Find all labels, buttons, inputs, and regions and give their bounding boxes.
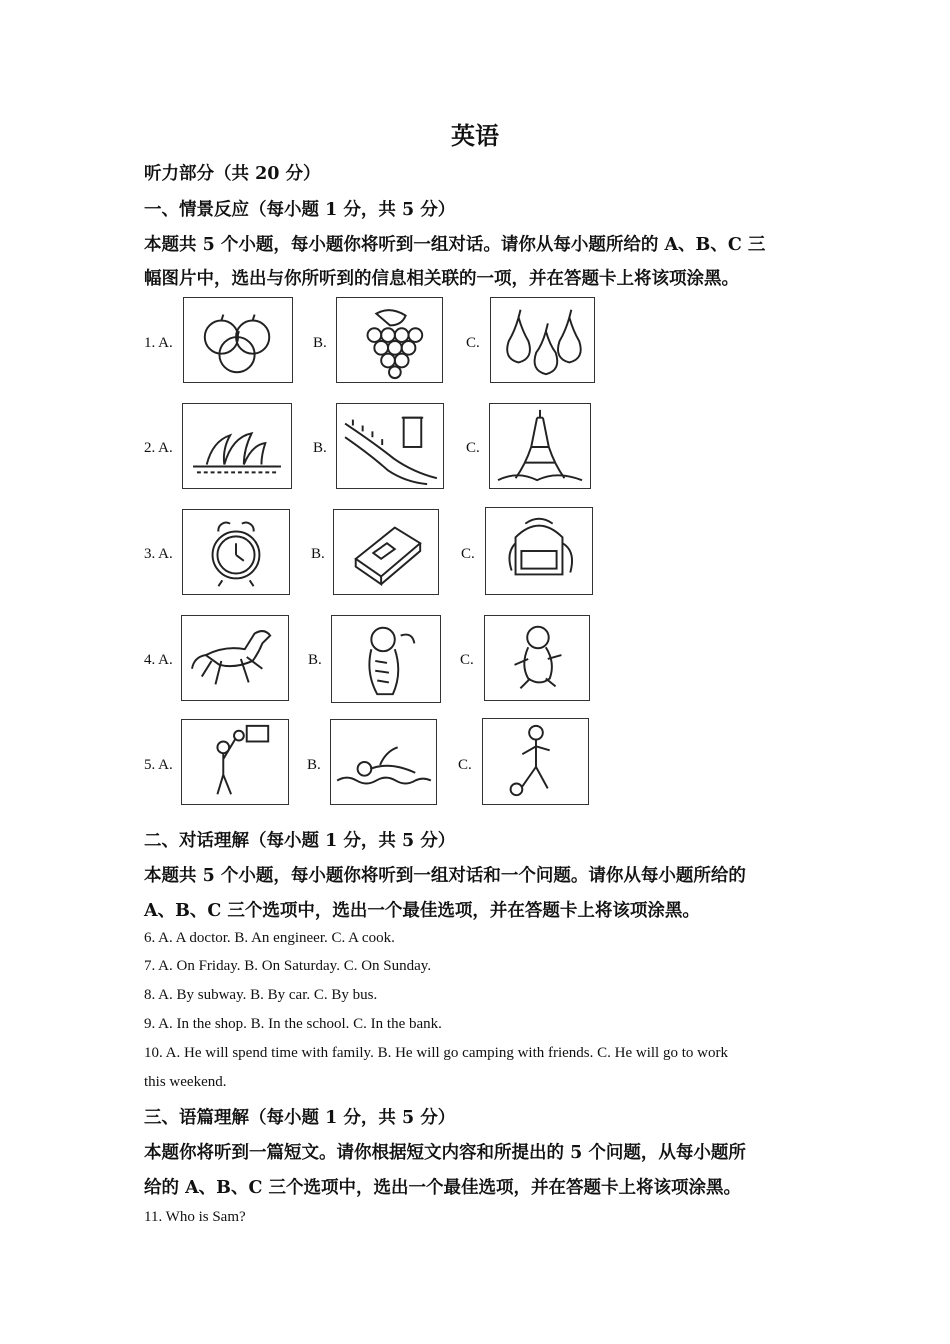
option-label: C. <box>461 546 475 562</box>
great-wall-icon[interactable] <box>336 403 444 489</box>
section2-instruction: A、B、C 三个选项中，选出一个最佳选项，并在答题卡上将该项涂黑。 <box>144 901 700 921</box>
alarm-clock-icon[interactable] <box>182 509 290 595</box>
option-label: B. <box>313 335 327 351</box>
question-10: 10. A. He will spend time with family. B. He will go camping with friends. C. He will go to work <box>144 1045 728 1061</box>
option-label: B. <box>308 652 322 668</box>
option-label: C. <box>458 757 472 773</box>
option-label: C. <box>466 440 480 456</box>
question-8: 8. A. By subway. B. By car. C. By bus. <box>144 987 378 1003</box>
section3-instruction: 本题你将听到一篇短文。请你根据短文内容和所提出的 5 个问题，从每小题所 <box>144 1143 746 1163</box>
question-label: 1. A. <box>144 335 173 351</box>
question-label: 5. A. <box>144 757 173 773</box>
question-label: 4. A. <box>144 652 173 668</box>
option-label: C. <box>466 335 480 351</box>
tiger-icon[interactable] <box>331 615 441 703</box>
question-label: 3. A. <box>144 546 173 562</box>
listening-header: 听力部分（共 20 分） <box>144 164 321 184</box>
option-label: B. <box>311 546 325 562</box>
question-9: 9. A. In the shop. B. In the school. C. In the bank. <box>144 1016 442 1032</box>
option-label: B. <box>313 440 327 456</box>
book-icon[interactable] <box>333 509 439 595</box>
section1-instruction: 幅图片中，选出与你所听到的信息相关联的一项，并在答题卡上将该项涂黑。 <box>144 269 739 289</box>
horse-icon[interactable] <box>181 615 289 701</box>
swimmer-icon[interactable] <box>330 719 437 805</box>
basketball-player-icon[interactable] <box>181 719 289 805</box>
apples-icon[interactable] <box>183 297 293 383</box>
option-label: B. <box>307 757 321 773</box>
section3-heading: 三、语篇理解（每小题 1 分，共 5 分） <box>144 1108 456 1128</box>
section1-instruction: 本题共 5 个小题，每小题你将听到一组对话。请你从每小题所给的 A、B、C 三 <box>144 235 766 255</box>
backpack-icon[interactable] <box>485 507 593 595</box>
section2-heading: 二、对话理解（每小题 1 分，共 5 分） <box>144 831 456 851</box>
soccer-player-icon[interactable] <box>482 718 589 805</box>
eiffel-tower-icon[interactable] <box>489 403 591 489</box>
section1-heading: 一、情景反应（每小题 1 分，共 5 分） <box>144 200 456 220</box>
question-label: 2. A. <box>144 440 173 456</box>
pears-icon[interactable] <box>490 297 595 383</box>
question-6: 6. A. A doctor. B. An engineer. C. A cook. <box>144 930 395 946</box>
option-label: C. <box>460 652 474 668</box>
monkey-icon[interactable] <box>484 615 590 701</box>
page-title: 英语 <box>451 121 499 150</box>
section2-instruction: 本题共 5 个小题，每小题你将听到一组对话和一个问题。请你从每小题所给的 <box>144 866 746 886</box>
section3-instruction: 给的 A、B、C 三个选项中，选出一个最佳选项，并在答题卡上将该项涂黑。 <box>144 1178 741 1198</box>
question-10-continued: this weekend. <box>144 1074 227 1090</box>
opera-house-icon[interactable] <box>182 403 292 489</box>
question-7: 7. A. On Friday. B. On Saturday. C. On Sunday. <box>144 958 432 974</box>
grapes-icon[interactable] <box>336 297 443 383</box>
question-11: 11. Who is Sam? <box>144 1209 246 1225</box>
